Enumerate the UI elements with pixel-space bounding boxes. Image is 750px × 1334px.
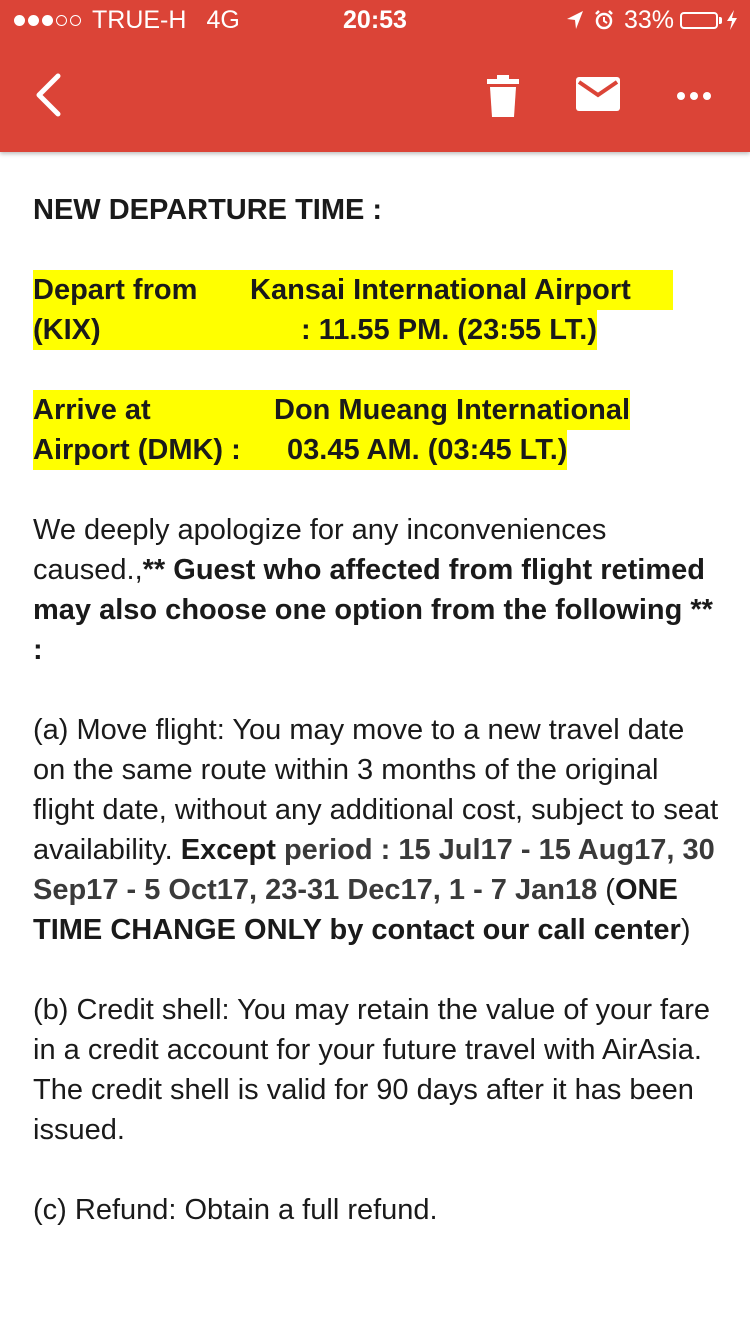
arrive-airport: Don Mueang International [273, 390, 630, 430]
mail-icon [576, 77, 620, 111]
option-b-paragraph: (b) Credit shell: You may retain the value of your fare in a credit account for your future travel with AirAsia. The credit shell is valid for 90 days after it has been issued. [33, 994, 711, 1146]
depart-time: : 11.55 PM. (23:55 LT.) [273, 310, 597, 350]
app-header [0, 0, 750, 152]
depart-line-1 [33, 270, 723, 310]
network-type: 4G [206, 6, 240, 34]
trash-icon [487, 75, 519, 117]
option-c-paragraph: (c) Refund: Obtain a full refund. [33, 1194, 438, 1226]
option-a-except-period: period : 15 Jul17 - 15 Aug17, 30 Sep17 - 5 Oct17, 23-31 Dec17, 1 - 7 Jan18 [33, 834, 715, 906]
back-button[interactable] [18, 62, 78, 128]
email-body [33, 190, 723, 1230]
depart-line-2 [33, 310, 723, 350]
option-a-paragraph [33, 710, 723, 950]
more-options-button[interactable] [664, 76, 724, 116]
status-bar [0, 0, 750, 40]
depart-code: (KIX) [33, 310, 273, 350]
option-a-text: (a) Move flight: You may move to a new travel date on the same route within 3 months of the original flight date, without any additional cost, subject to seat availability. [33, 714, 719, 866]
option-a-except-label: Except [180, 834, 276, 866]
option-a-note: ONE TIME CHANGE ONLY by contact our call center [33, 874, 681, 946]
status-time: 20:53 [343, 6, 407, 34]
apology-options-text: ** Guest who affected from flight retimed may also choose one option from the following ** : [33, 554, 713, 666]
delete-button[interactable] [476, 66, 530, 126]
apology-paragraph [33, 510, 723, 670]
depart-airport [248, 270, 673, 310]
charging-bolt-icon [726, 10, 738, 30]
option-a-paren-open: ( [605, 874, 615, 906]
email-heading: NEW DEPARTURE TIME : [33, 194, 383, 226]
mark-unread-button[interactable] [570, 70, 626, 118]
arrive-code: Airport (DMK) : [33, 430, 287, 470]
battery-percent: 33% [623, 6, 674, 34]
alarm-icon [594, 10, 614, 30]
battery-icon [680, 12, 722, 29]
arrive-time: 03.45 AM. (03:45 LT.) [279, 430, 567, 470]
arrive-line-2 [33, 430, 723, 470]
arrive-line-1 [33, 390, 723, 430]
email-toolbar [0, 40, 750, 152]
back-arrow-icon [33, 73, 63, 117]
carrier-name: TRUE-H [92, 6, 187, 34]
depart-label: Depart from [33, 270, 248, 310]
location-arrow-icon [566, 10, 584, 30]
option-a-paren-close: ) [680, 914, 691, 946]
depart-airport-text: Kansai International Airport [250, 274, 631, 306]
arrive-label: Arrive at [33, 390, 273, 430]
more-dots-icon [676, 91, 712, 101]
apology-text: We deeply apologize for any inconveniences caused., [33, 514, 607, 586]
